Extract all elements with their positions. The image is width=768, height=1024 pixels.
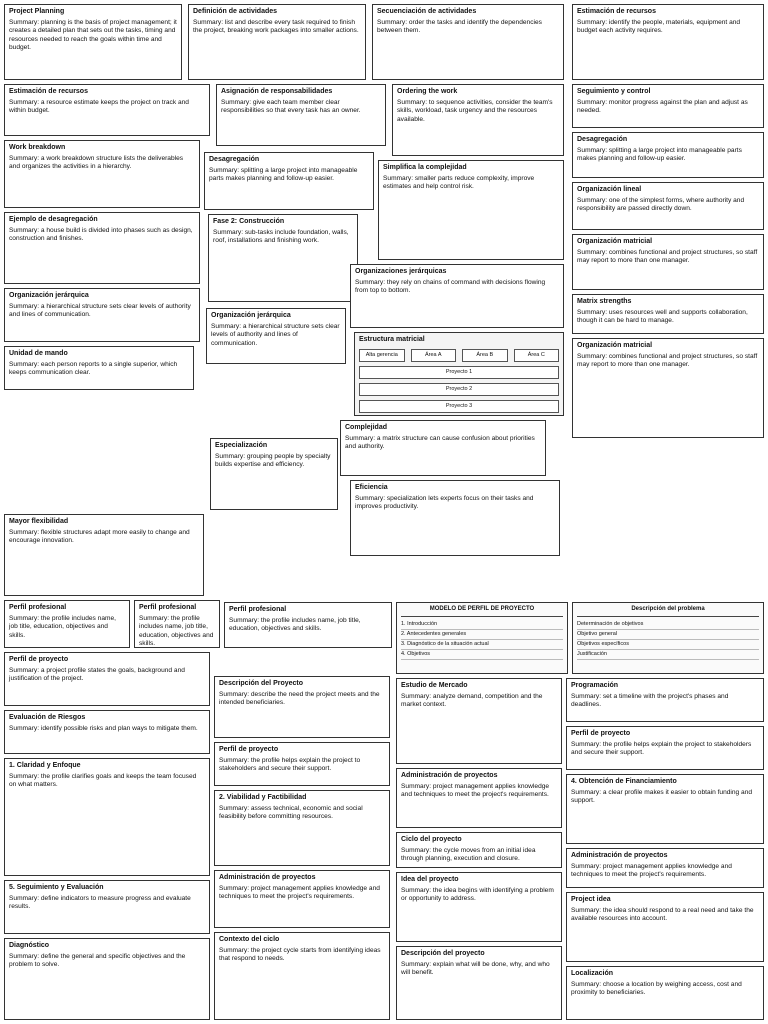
note-heading: Project Planning: [9, 8, 65, 15]
note-body: Summary: planning is the basis of project management; it creates a detailed plan that sets out the tasks, timing and resources needed to reach the goals within time and budget.: [9, 18, 177, 52]
note-box: [566, 966, 764, 1020]
note-heading: Matrix strengths: [577, 298, 632, 305]
note-box: [372, 4, 564, 80]
note-body: Summary: the profile clarifies goals and keeps the team focused on what matters.: [9, 772, 197, 789]
note-box: [572, 234, 764, 290]
note-heading: Asignación de responsabilidades: [221, 88, 333, 95]
note-body: Summary: a hierarchical structure sets clear levels of authority and lines of communication.: [211, 322, 340, 347]
note-body: Summary: describe the need the project meets and the intended beneficiaries.: [219, 690, 380, 707]
note-body: Summary: a resource estimate keeps the project on track and within budget.: [9, 98, 189, 115]
form-line: 4. Objetivos: [401, 650, 563, 660]
note-heading: Perfil de proyecto: [219, 746, 279, 753]
note-heading: 5. Seguimiento y Evaluación: [9, 884, 104, 891]
note-body: Summary: one of the simplest forms, where authority and responsibility are passed directly down.: [577, 196, 745, 213]
note-body: Summary: set a timeline with the project's phases and deadlines.: [571, 692, 729, 709]
chart-heading: Estructura matricial: [359, 336, 425, 343]
form-line: Objetivos específicos: [577, 640, 759, 650]
note-body: Summary: smaller parts reduce complexity, improve estimates and help control risk.: [383, 174, 535, 191]
note-box: [4, 140, 200, 208]
note-heading: Organización matricial: [577, 238, 653, 245]
note-body: Summary: a house build is divided into phases such as design, construction and finishes.: [9, 226, 193, 243]
note-heading: Organización matricial: [577, 342, 653, 349]
form-line: Justificación: [577, 650, 759, 660]
note-box: [396, 872, 562, 942]
note-box: [4, 880, 210, 934]
note-body: Summary: identify possible risks and plan ways to mitigate them.: [9, 724, 198, 732]
note-box: [214, 790, 390, 866]
note-box: [4, 652, 210, 706]
note-box: [214, 676, 390, 738]
form-line: 3. Diagnóstico de la situación actual: [401, 640, 563, 650]
note-heading: Idea del proyecto: [401, 876, 459, 883]
form-line: 1. Introducción: [401, 620, 563, 630]
note-heading: Descripción del Proyecto: [219, 680, 304, 687]
note-box: [572, 182, 764, 230]
note-heading: Perfil profesional: [229, 606, 287, 613]
note-box: [4, 84, 210, 136]
note-body: Summary: they rely on chains of command with decisions flowing from top to bottom.: [355, 278, 546, 295]
note-heading: Organización jerárquica: [9, 292, 89, 299]
note-heading: Administración de proyectos: [219, 874, 316, 881]
note-body: Summary: define the general and specific objectives and the problem to solve.: [9, 952, 186, 969]
note-heading: Eficiencia: [355, 484, 388, 491]
note-heading: Desagregación: [209, 156, 260, 163]
note-box: [134, 600, 220, 648]
note-box: [204, 152, 374, 210]
note-body: Summary: give each team member clear responsibilities so that every task has an owner.: [221, 98, 361, 115]
note-body: Summary: list and describe every task required to finish the project, breaking work packages into smaller actions.: [193, 18, 359, 35]
form-line: Objetivo general: [577, 630, 759, 640]
note-box: [350, 264, 564, 328]
note-box: [4, 346, 194, 390]
note-box: [566, 892, 764, 962]
note-heading: Estimación de recursos: [577, 8, 656, 15]
note-box: [210, 438, 338, 510]
note-heading: Definición de actividades: [193, 8, 278, 15]
note-heading: Ciclo del proyecto: [401, 836, 462, 843]
note-body: Summary: the profile includes name, job title, education, objectives and skills.: [9, 614, 117, 639]
project-profile-form-right: [572, 602, 764, 674]
note-body: Summary: splitting a large project into manageable parts makes planning and follow-up easier.: [577, 146, 742, 163]
note-heading: Work breakdown: [9, 144, 66, 151]
note-heading: Secuenciación de actividades: [377, 8, 477, 15]
project-profile-form: [396, 602, 568, 674]
note-box: [214, 870, 390, 928]
note-heading: Administración de proyectos: [401, 772, 498, 779]
note-heading: Perfil profesional: [9, 604, 67, 611]
note-heading: Mayor flexibilidad: [9, 518, 69, 525]
note-body: Summary: the idea should respond to a real need and take the available resources into account.: [571, 906, 754, 923]
note-body: Summary: grouping people by specialty builds expertise and efficiency.: [215, 452, 331, 469]
note-box: [208, 214, 358, 302]
note-box: [4, 600, 130, 648]
note-body: Summary: sub-tasks include foundation, walls, roof, installations and finishing work.: [213, 228, 349, 245]
note-box: [378, 160, 564, 260]
note-heading: Unidad de mando: [9, 350, 68, 357]
note-box: [224, 602, 392, 648]
note-box: [4, 4, 182, 80]
note-body: Summary: monitor progress against the plan and adjust as needed.: [577, 98, 748, 115]
note-body: Summary: project management applies knowledge and techniques to meet the project's requirements.: [401, 782, 550, 799]
note-heading: Perfil de proyecto: [9, 656, 69, 663]
note-body: Summary: the idea begins with identifying a problem or opportunity to address.: [401, 886, 554, 903]
note-box: [566, 678, 764, 722]
chart-project-row: [359, 400, 559, 413]
note-body: Summary: the cycle moves from an initial idea through planning, execution and closure.: [401, 846, 536, 863]
note-heading: Evaluación de Riesgos: [9, 714, 86, 721]
note-body: Summary: explain what will be done, why, and who will benefit.: [401, 960, 550, 977]
note-heading: Perfil de proyecto: [571, 730, 631, 737]
note-body: Summary: identify the people, materials, equipment and budget each activity requires.: [577, 18, 741, 35]
note-box: [350, 480, 560, 556]
note-heading: 4. Obtención de Financiamiento: [571, 778, 677, 785]
note-box: [4, 288, 200, 342]
note-box: [392, 84, 564, 156]
note-box: [396, 832, 562, 868]
note-heading: Organización jerárquica: [211, 312, 291, 319]
note-heading: Diagnóstico: [9, 942, 50, 949]
note-box: [572, 338, 764, 438]
note-body: Summary: to sequence activities, consider the team's skills, workload, task urgency and the resources available.: [397, 98, 553, 123]
note-heading: Ejemplo de desagregación: [9, 216, 98, 223]
note-heading: Ordering the work: [397, 88, 458, 95]
form-title: MODELO DE PERFIL DE PROYECTO: [401, 606, 563, 617]
note-body: Summary: uses resources well and supports collaboration, though it can be hard to manage.: [577, 308, 748, 325]
note-box: [572, 132, 764, 178]
note-body: Summary: each person reports to a single superior, which keeps communication clear.: [9, 360, 178, 377]
note-body: Summary: the profile includes name, job title, education, objectives and skills.: [139, 614, 214, 648]
note-heading: Contexto del ciclo: [219, 936, 280, 943]
chart-project-row: [359, 383, 559, 396]
note-box: [396, 946, 562, 1020]
form-title: Descripción del problema: [577, 606, 759, 617]
note-heading: Estudio de Mercado: [401, 682, 468, 689]
note-heading: 1. Claridad y Enfoque: [9, 762, 81, 769]
note-box: [572, 294, 764, 334]
chart-node: Área C: [514, 349, 560, 362]
note-heading: Especialización: [215, 442, 268, 449]
note-heading: Descripción del proyecto: [401, 950, 485, 957]
chart-node: Área A: [411, 349, 457, 362]
note-box: [214, 742, 390, 786]
note-box: [566, 774, 764, 844]
note-body: Summary: project management applies knowledge and techniques to meet the project's requirements.: [571, 862, 732, 879]
note-body: Summary: the profile helps explain the project to stakeholders and secure their support.: [571, 740, 752, 757]
note-box: [4, 758, 210, 876]
note-heading: Project idea: [571, 896, 611, 903]
chart-node: Proyecto 2: [359, 383, 559, 396]
form-line: 2. Antecedentes generales: [401, 630, 563, 640]
note-box: [4, 212, 200, 284]
note-body: Summary: a work breakdown structure lists the deliverables and organizes the activities in a hierarchy.: [9, 154, 184, 171]
note-box: [188, 4, 366, 80]
note-body: Summary: the profile includes name, job title, education, objectives and skills.: [229, 616, 361, 633]
note-heading: Simplifica la complejidad: [383, 164, 467, 171]
matrix-org-chart: [354, 332, 564, 416]
chart-project-row: [359, 366, 559, 379]
note-box: [216, 84, 386, 146]
note-box: [4, 514, 204, 596]
note-heading: Fase 2: Construcción: [213, 218, 285, 225]
note-heading: Perfil profesional: [139, 604, 197, 611]
chart-node: Alta gerencia: [359, 349, 405, 362]
note-body: Summary: the project cycle starts from identifying ideas that respond to needs.: [219, 946, 381, 963]
note-body: Summary: the profile helps explain the project to stakeholders and secure their support.: [219, 756, 361, 773]
chart-top-row: [359, 349, 559, 362]
note-body: Summary: a clear profile makes it easier to obtain funding and support.: [571, 788, 753, 805]
note-body: Summary: combines functional and project structures, so staff may report to more than one manager.: [577, 352, 758, 369]
note-heading: Desagregación: [577, 136, 628, 143]
note-box: [214, 932, 390, 1020]
note-box: [566, 848, 764, 888]
note-box: [4, 710, 210, 754]
note-heading: Programación: [571, 682, 619, 689]
note-body: Summary: define indicators to measure progress and evaluate results.: [9, 894, 191, 911]
note-box: [396, 678, 562, 764]
note-box: [572, 4, 764, 80]
note-body: Summary: a hierarchical structure sets clear levels of authority and lines of communication.: [9, 302, 191, 319]
note-body: Summary: combines functional and project structures, so staff may report to more than one manager.: [577, 248, 758, 265]
note-body: Summary: project management applies knowledge and techniques to meet the project's requirements.: [219, 884, 380, 901]
note-box: [4, 938, 210, 1020]
note-heading: Complejidad: [345, 424, 388, 431]
note-body: Summary: specialization lets experts focus on their tasks and improves productivity.: [355, 494, 534, 511]
note-heading: Administración de proyectos: [571, 852, 668, 859]
note-box: [206, 308, 346, 364]
note-heading: Organizaciones jerárquicas: [355, 268, 447, 275]
note-heading: Organización lineal: [577, 186, 642, 193]
note-heading: Seguimiento y control: [577, 88, 651, 95]
chart-node: Proyecto 1: [359, 366, 559, 379]
note-box: [566, 726, 764, 770]
chart-node: Área B: [462, 349, 508, 362]
note-box: [340, 420, 546, 476]
chart-node: Proyecto 3: [359, 400, 559, 413]
note-heading: Estimación de recursos: [9, 88, 88, 95]
form-line: Determinación de objetivos: [577, 620, 759, 630]
note-body: Summary: analyze demand, competition and the market context.: [401, 692, 543, 709]
note-body: Summary: flexible structures adapt more easily to change and encourage innovation.: [9, 528, 190, 545]
note-body: Summary: a matrix structure can cause confusion about priorities and authority.: [345, 434, 535, 451]
note-body: Summary: a project profile states the goals, background and justification of the project.: [9, 666, 185, 683]
note-body: Summary: order the tasks and identify the dependencies between them.: [377, 18, 542, 35]
note-body: Summary: choose a location by weighing access, cost and proximity to beneficiaries.: [571, 980, 742, 997]
note-heading: Localización: [571, 970, 614, 977]
note-body: Summary: splitting a large project into manageable parts makes planning and follow-up easier.: [209, 166, 358, 183]
note-body: Summary: assess technical, economic and social feasibility before committing resources.: [219, 804, 363, 821]
note-box: [396, 768, 562, 828]
note-heading: 2. Viabilidad y Factibilidad: [219, 794, 307, 801]
note-box: [572, 84, 764, 128]
